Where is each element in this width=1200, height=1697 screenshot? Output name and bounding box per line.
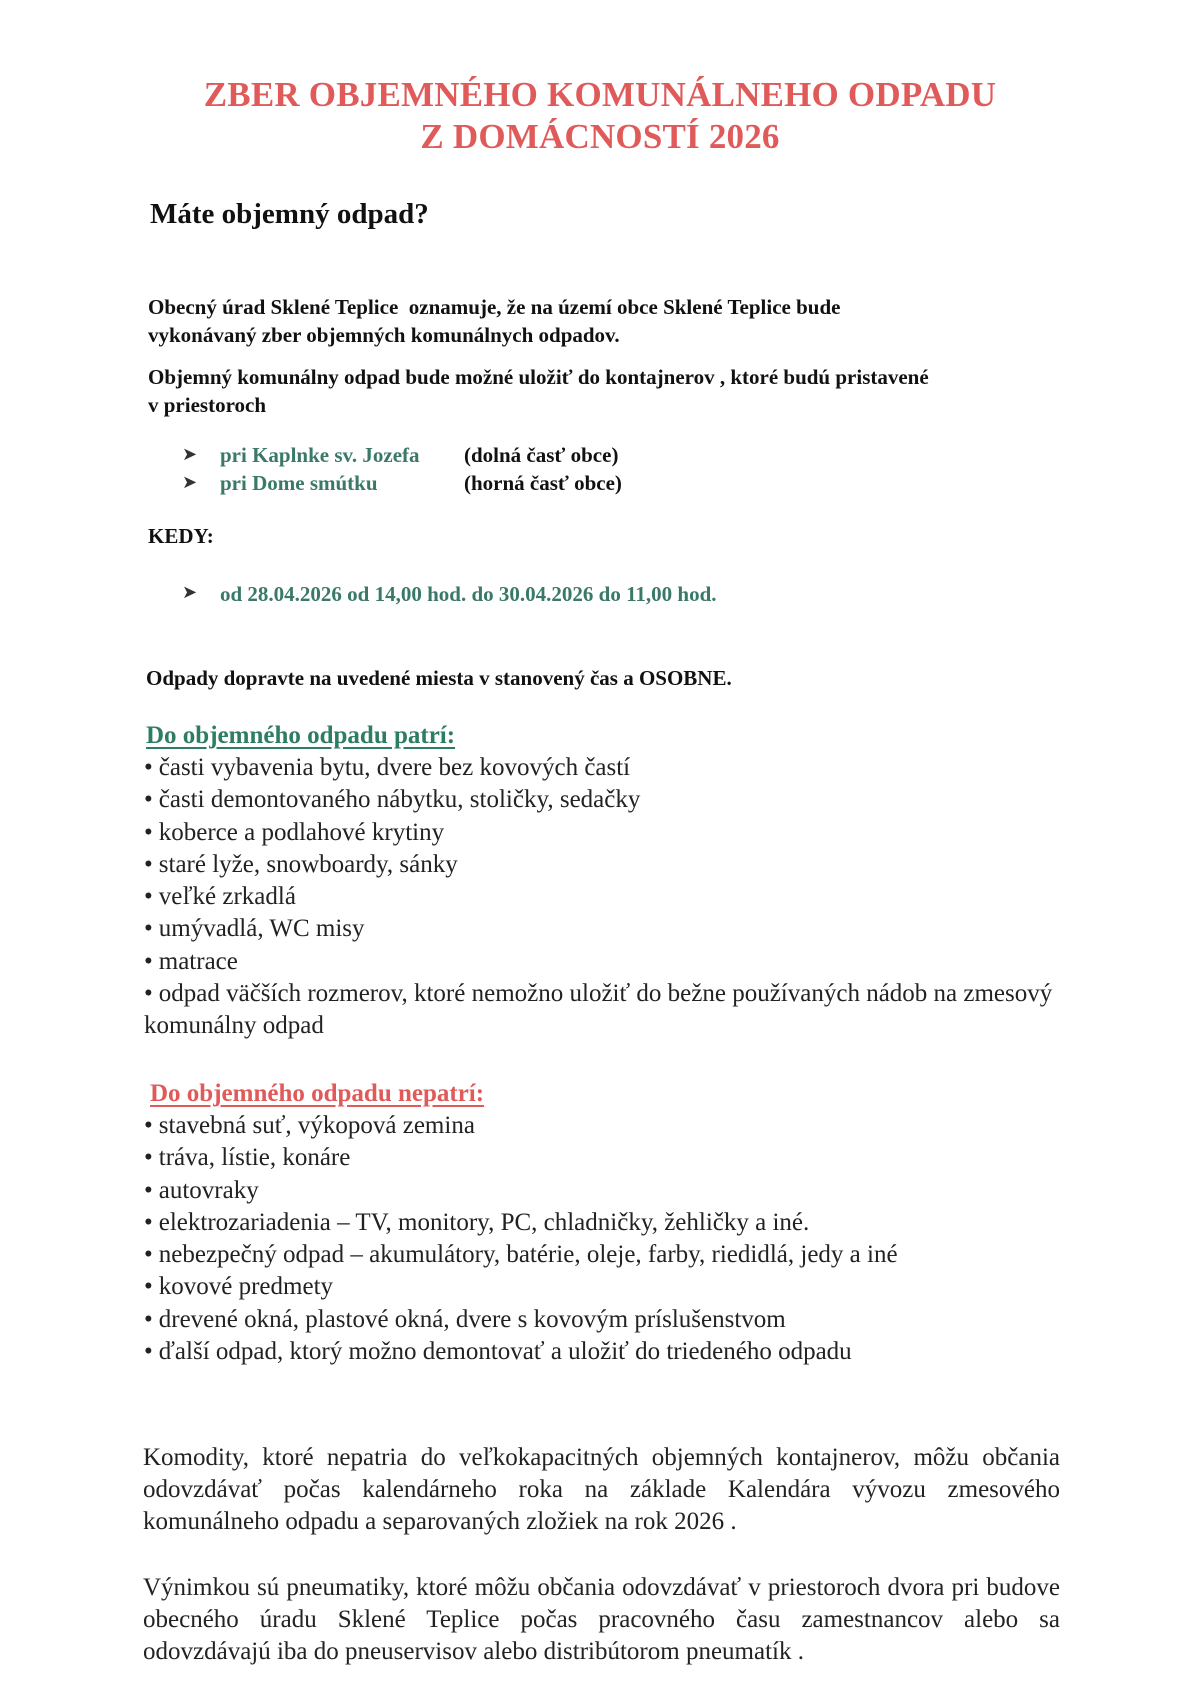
list-item [144,1304,1084,1336]
dot-bullet-icon: • [144,1208,153,1236]
title-line-2: Z DOMÁCNOSTÍ 2026 [420,117,780,156]
list-item [144,978,1084,1043]
list-item [144,817,1084,849]
list-item-text: nebezpečný odpad – akumulátory, batérie, oleje, farby, riedidlá, jedy a iné [158,1241,898,1269]
location-part: (horná časť obce) [464,471,622,495]
list-item [144,1271,1084,1303]
list-item [144,913,1084,945]
list-item [144,752,1084,784]
containers-line-2: v priestoroch [148,393,267,417]
list-item-text: časti demontovaného nábytku, stoličky, sedačky [158,786,641,814]
dot-bullet-icon: • [144,883,153,911]
dot-bullet-icon: • [144,786,153,814]
date-range: od 28.04.2026 od 14,00 hod. do 30.04.2026 do 11,00 hod. [220,582,717,606]
list-item-text: tráva, lístie, konáre [158,1144,351,1172]
arrowhead-bullet-icon: ➤ [182,582,198,603]
list-item-text: ďalší odpad, ktorý možno demontovať a uložiť do triedeného odpadu [158,1338,852,1366]
list-item [144,1175,1084,1207]
intro-line-2: vykonávaný zber objemných komunálnych odpadov. [148,323,620,347]
list-item [144,946,1084,978]
list-item-text: autovraky [158,1176,259,1204]
tires-paragraph: Výnimkou sú pneumatiky, ktoré môžu občania odovzdávať v priestoroch dvora pri budove obecného úradu Sklené Teplice počas pracovného času zamestnancov alebo sa odovzdávajú iba do pneuservisov alebo distribútorom pneumatík . [143,1574,1060,1665]
containers-line-1: Objemný komunálny odpad bude možné uložiť do kontajnerov , ktoré budú pristavené [148,365,929,389]
page-title [0,74,1200,158]
dot-bullet-icon: • [144,754,153,781]
instruction-text: Odpady dopravte na uvedené miesta v stanovený čas a OSOBNE. [146,666,732,690]
list-item-text: stavebná suť, výkopová zemina [158,1112,475,1139]
list-item-text: elektrozariadenia – TV, monitory, PC, chladničky, žehličky a iné. [158,1208,810,1236]
dot-bullet-icon: • [144,947,153,975]
dot-bullet-icon: • [144,1273,153,1301]
dot-bullet-icon: • [144,818,153,846]
list-item-text: časti vybavenia bytu, dvere bez kovových častí [158,754,631,781]
dot-bullet-icon: • [144,1305,153,1333]
intro-paragraph [148,293,840,349]
dot-bullet-icon: • [144,1112,153,1139]
belongs-list [144,752,1084,1043]
list-item [144,1336,1084,1368]
list-item [144,881,1084,913]
list-item-text: veľké zrkadlá [158,883,296,911]
dot-bullet-icon: • [144,980,153,1008]
list-item-text: drevené okná, plastové okná, dvere s kovovým príslušenstvom [158,1305,786,1333]
not-belongs-heading: Do objemného odpadu nepatrí: [150,1080,485,1107]
dot-bullet-icon: • [144,1144,153,1172]
location-name: pri Kaplnke sv. Jozefa [220,443,420,467]
list-item [144,849,1084,881]
page-subtitle: Máte objemný odpad? [150,198,429,230]
dot-bullet-icon: • [144,1241,153,1269]
commodities-paragraph: Komodity, ktoré nepatria do veľkokapacitných objemných kontajnerov, môžu občania odovzdávať počas kalendárneho roka na základe Kalendára vývozu zmesového komunálneho odpadu a separovaných zložiek na rok 2026 . [143,1444,1060,1535]
not-belongs-list [144,1110,1084,1368]
list-item [144,784,1084,816]
dot-bullet-icon: • [144,850,153,878]
dot-bullet-icon: • [144,1176,153,1204]
list-item-text: odpad väčších rozmerov, ktoré nemožno uložiť do bežne používaných nádob na zmesový komunálny odpad [144,980,1053,1040]
list-item [144,1239,1084,1271]
list-item-text: matrace [158,947,238,975]
dot-bullet-icon: • [144,915,153,943]
intro-line-1: Obecný úrad Sklené Teplice oznamuje, že na území obce Sklené Teplice bude [148,295,841,319]
list-item-text: koberce a podlahové krytiny [158,818,445,846]
list-item [144,1207,1084,1239]
list-item-text: staré lyže, snowboardy, sánky [158,850,458,878]
title-line-1: ZBER OBJEMNÉHO KOMUNÁLNEHO ODPADU [203,75,997,114]
list-item [144,1110,1084,1142]
when-label: KEDY: [148,524,214,548]
list-item-text: umývadlá, WC misy [158,915,365,943]
location-name: pri Dome smútku [220,471,378,495]
containers-paragraph [148,363,929,419]
belongs-heading: Do objemného odpadu patrí: [146,722,456,749]
arrowhead-bullet-icon: ➤ [182,444,198,465]
dot-bullet-icon: • [144,1338,153,1366]
list-item-text: kovové predmety [158,1273,334,1301]
location-part: (dolná časť obce) [464,443,619,467]
arrowhead-bullet-icon: ➤ [182,472,198,493]
list-item [144,1142,1084,1174]
